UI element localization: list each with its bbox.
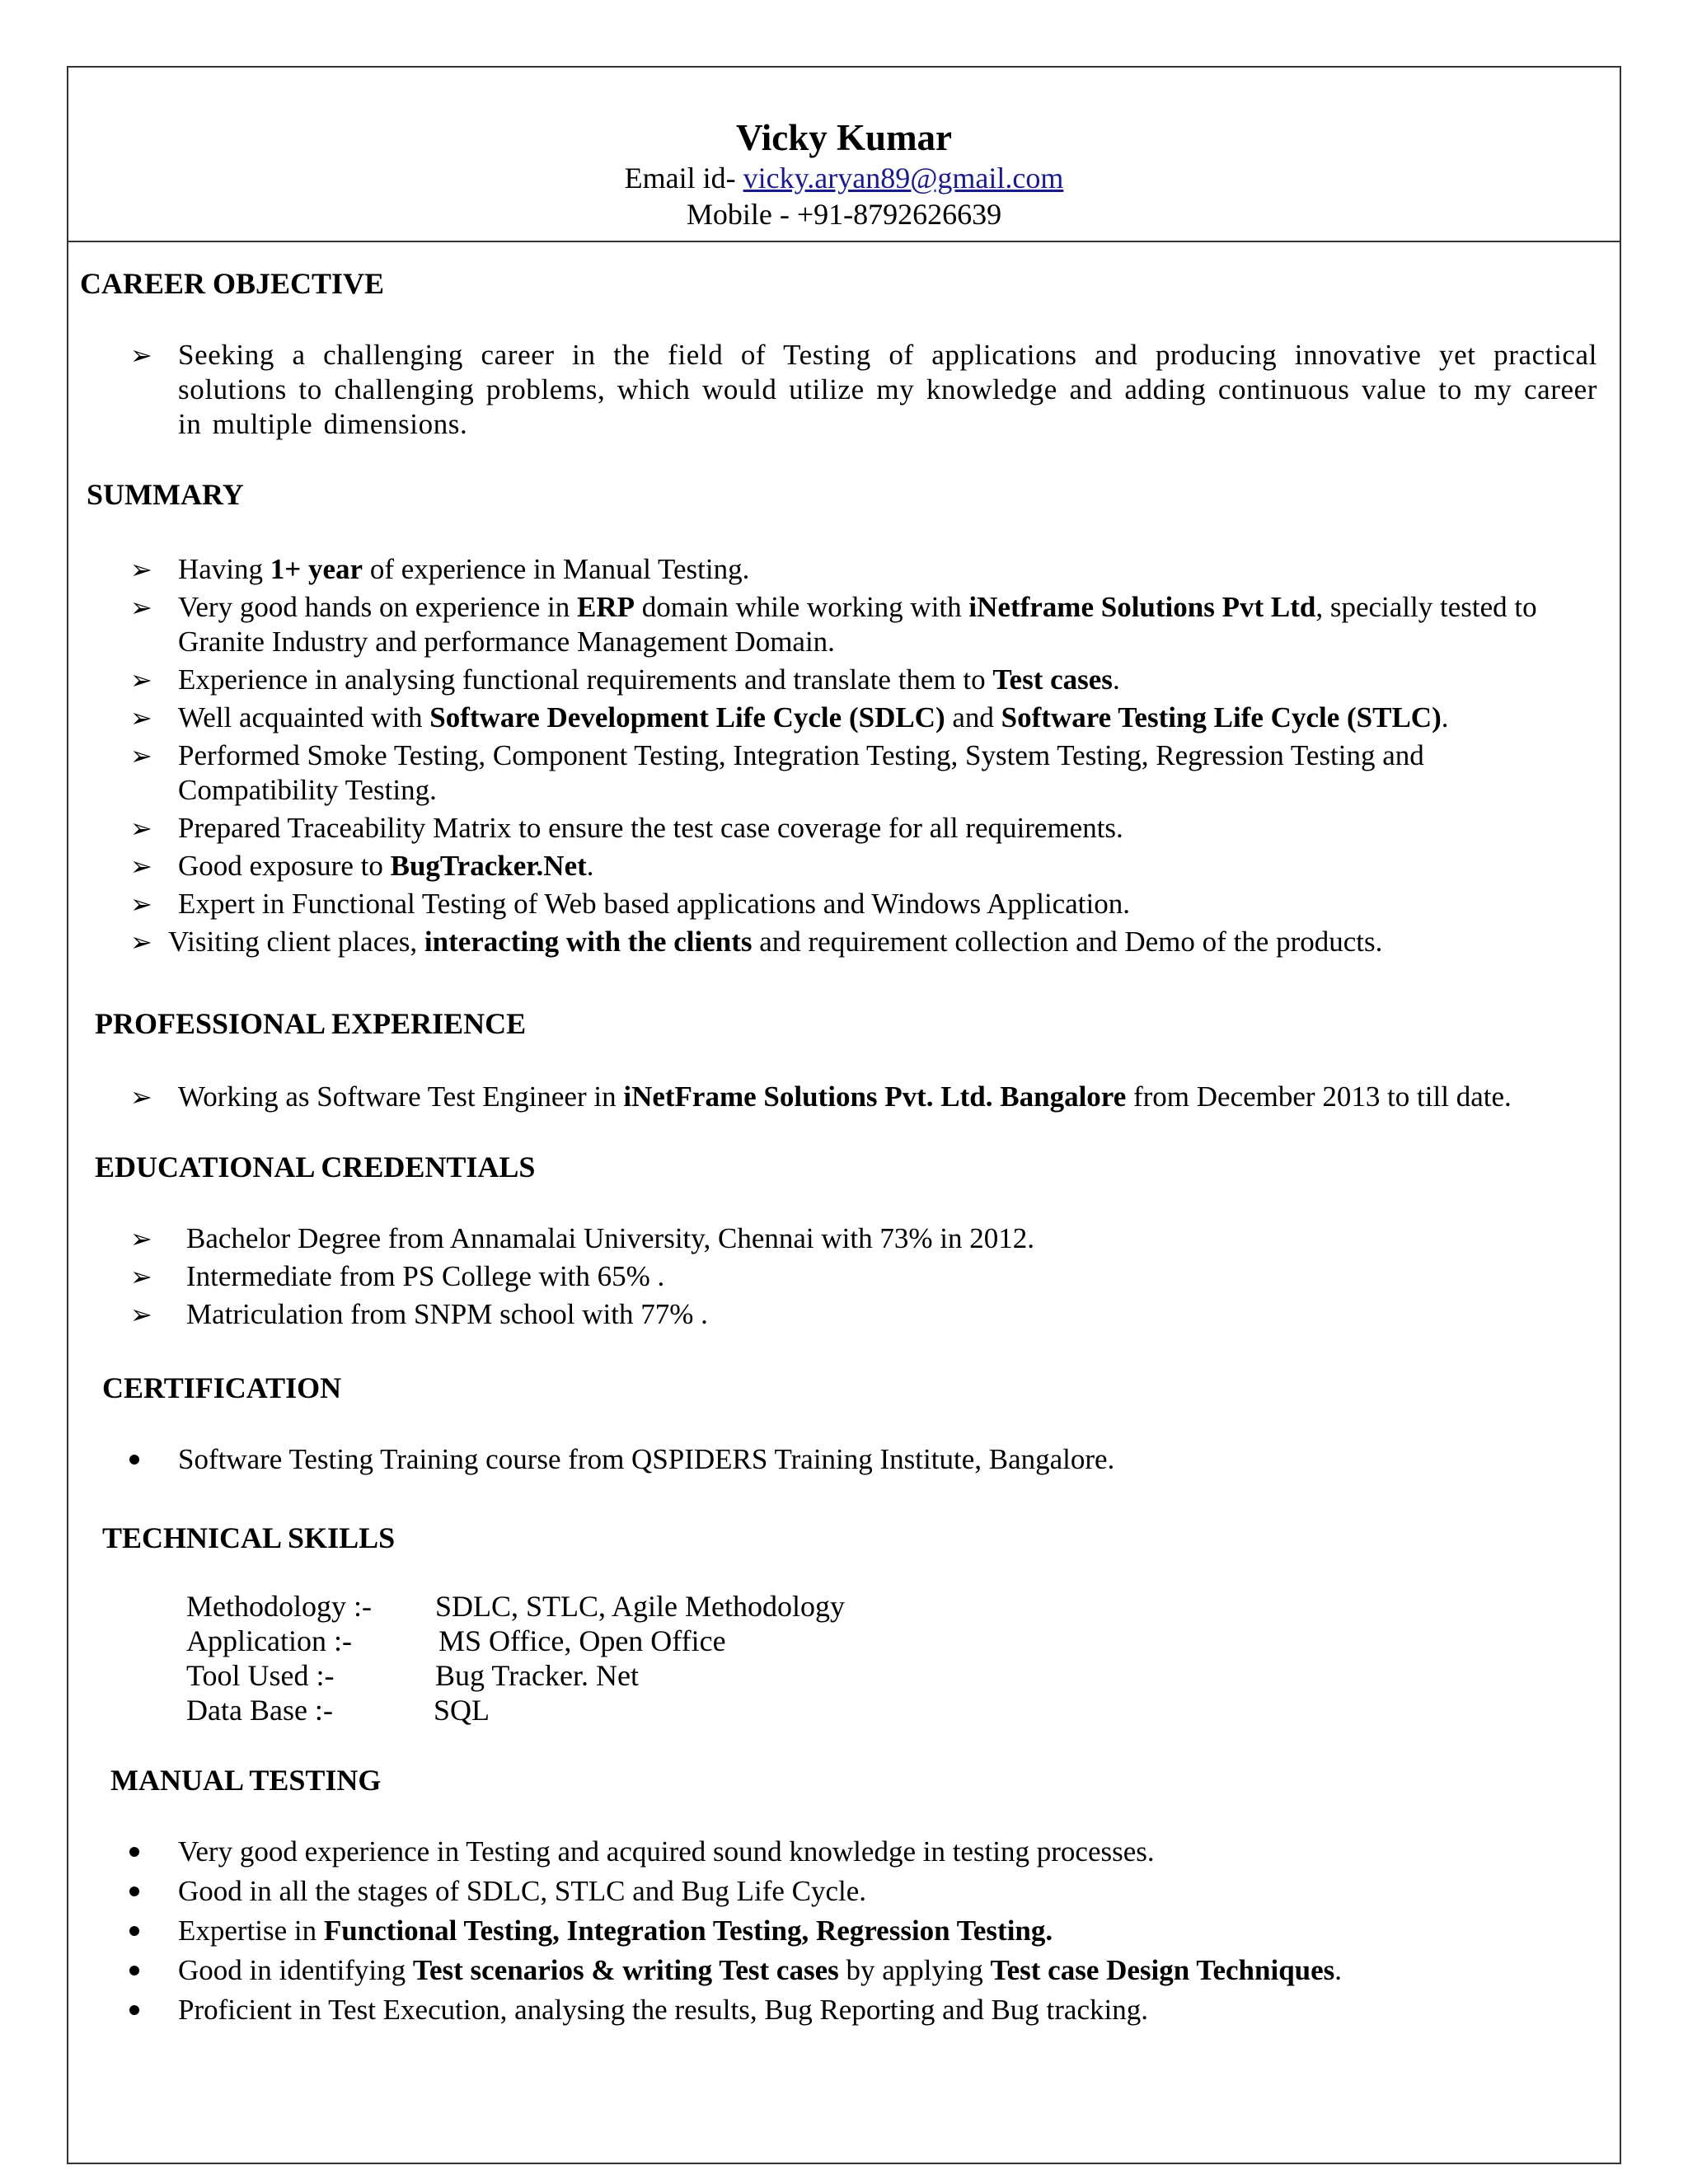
arrowhead-bullet-icon: ➢ <box>130 703 152 733</box>
skill-value-tool: Bug Tracker. Net <box>435 1659 639 1692</box>
round-bullet-icon <box>129 2005 139 2015</box>
arrowhead-bullet-icon: ➢ <box>130 813 152 843</box>
arrowhead-bullet-icon: ➢ <box>130 1262 152 1291</box>
certification-item-1: Software Testing Training course from QSPIDERS Training Institute, Bangalore. <box>178 1443 1115 1475</box>
header-divider <box>68 241 1620 242</box>
resume-header <box>68 115 1620 232</box>
mobile-line: Mobile - +91-8792626639 <box>686 198 1002 231</box>
education-item-1: Bachelor Degree from Annamalai University, Chennai with 73% in 2012. <box>186 1222 1034 1254</box>
skill-label-tool: Tool Used :- <box>186 1659 335 1692</box>
education-heading: EDUCATIONAL CREDENTIALS <box>95 1151 536 1183</box>
arrowhead-bullet-icon: ➢ <box>130 593 152 622</box>
summary-item-3: Experience in analysing functional requirements and translate them to Test cases. <box>178 663 1120 696</box>
summary-item-2: Very good hands on experience in ERP domain while working with iNetframe Solutions Pvt Ltd, specially tested to <box>178 591 1537 623</box>
skill-label-database: Data Base :- <box>186 1694 333 1727</box>
summary-item-5-continued: Compatibility Testing. <box>178 774 437 806</box>
skill-value-application: MS Office, Open Office <box>438 1624 726 1657</box>
education-item-3: Matriculation from SNPM school with 77% . <box>186 1298 708 1330</box>
technical-skills-heading: TECHNICAL SKILLS <box>102 1521 396 1554</box>
experience-item: Working as Software Test Engineer in iNetFrame Solutions Pvt. Ltd. Bangalore from December 2013 to till date. <box>178 1080 1512 1113</box>
round-bullet-icon <box>129 1926 139 1936</box>
round-bullet-icon <box>129 1455 139 1465</box>
email-link[interactable]: vicky.aryan89@gmail.com <box>743 162 1064 194</box>
summary-heading: SUMMARY <box>87 478 244 511</box>
candidate-name: Vicky Kumar <box>735 117 953 158</box>
skill-label-application: Application :- <box>186 1624 352 1657</box>
summary-item-2-continued: Granite Industry and performance Management Domain. <box>178 626 835 658</box>
manual-testing-item-5: Proficient in Test Execution, analysing the results, Bug Reporting and Bug tracking. <box>178 1994 1148 2026</box>
summary-item-6: Prepared Traceability Matrix to ensure the test case coverage for all requirements. <box>178 812 1123 844</box>
arrowhead-bullet-icon: ➢ <box>130 1082 152 1112</box>
email-label: Email id- <box>624 162 743 194</box>
certification-heading: CERTIFICATION <box>102 1371 342 1404</box>
arrowhead-bullet-icon: ➢ <box>130 1300 152 1329</box>
summary-item-1: Having 1+ year of experience in Manual Testing. <box>178 553 750 585</box>
email-line <box>68 160 1620 196</box>
summary-item-9: Visiting client places, interacting with the clients and requirement collection and Demo of the products. <box>168 926 1383 958</box>
arrowhead-bullet-icon: ➢ <box>130 927 152 957</box>
summary-item-5: Performed Smoke Testing, Component Testing, Integration Testing, System Testing, Regression Testing and <box>178 739 1424 771</box>
skill-value-database: SQL <box>434 1694 490 1727</box>
round-bullet-icon <box>129 1966 139 1975</box>
summary-item-8: Expert in Functional Testing of Web based applications and Windows Application. <box>178 888 1130 920</box>
round-bullet-icon <box>129 1847 139 1857</box>
manual-testing-item-3: Expertise in Functional Testing, Integration Testing, Regression Testing. <box>178 1915 1053 1947</box>
arrowhead-bullet-icon: ➢ <box>130 555 152 584</box>
arrowhead-bullet-icon: ➢ <box>130 1224 152 1254</box>
summary-item-4: Well acquainted with Software Development Life Cycle (SDLC) and Software Testing Life Cycle (STLC). <box>178 701 1449 733</box>
round-bullet-icon <box>129 1886 139 1896</box>
manual-testing-heading: MANUAL TESTING <box>110 1764 382 1797</box>
professional-experience-heading: PROFESSIONAL EXPERIENCE <box>95 1007 527 1040</box>
summary-item-7: Good exposure to BugTracker.Net. <box>178 850 594 882</box>
manual-testing-item-2: Good in all the stages of SDLC, STLC and Bug Life Cycle. <box>178 1875 867 1907</box>
arrowhead-bullet-icon: ➢ <box>130 889 152 919</box>
arrowhead-bullet-icon: ➢ <box>130 340 152 370</box>
skill-value-methodology: SDLC, STLC, Agile Methodology <box>435 1590 846 1623</box>
skill-label-methodology: Methodology :- <box>186 1590 372 1623</box>
manual-testing-item-4: Good in identifying Test scenarios & writing Test cases by applying Test case Design Techniques. <box>178 1954 1343 1986</box>
career-objective-text: Seeking a challenging career in the field of Testing of applications and producing innovative yet practical solutions to challenging problems, which would utilize my knowledge and adding continuous value to my career in multiple dimensions. <box>178 339 1597 440</box>
arrowhead-bullet-icon: ➢ <box>130 851 152 881</box>
education-item-2: Intermediate from PS College with 65% . <box>186 1260 665 1292</box>
career-objective-heading: CAREER OBJECTIVE <box>80 267 385 300</box>
manual-testing-item-1: Very good experience in Testing and acquired sound knowledge in testing processes. <box>178 1835 1155 1868</box>
arrowhead-bullet-icon: ➢ <box>130 741 152 771</box>
arrowhead-bullet-icon: ➢ <box>130 665 152 695</box>
